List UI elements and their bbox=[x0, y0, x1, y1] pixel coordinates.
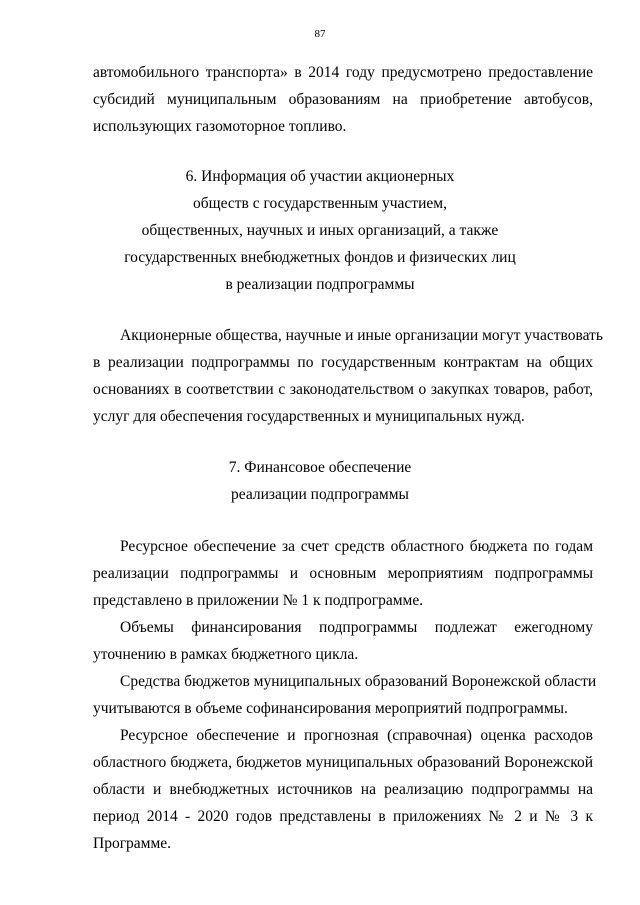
heading-line: государственных внебюджетных фондов и физических лиц bbox=[124, 249, 516, 266]
text-line: уточнению в рамках бюджетного цикла. bbox=[93, 646, 359, 663]
text-line: Программе. bbox=[93, 835, 172, 852]
heading-line: общественных, научных и иных организаций, а также bbox=[141, 222, 499, 239]
text-line: Акционерные общества, научные и иные организации могут участвовать bbox=[120, 327, 603, 344]
text-line: учитываются в объеме софинансирования мероприятий подпрограммы. bbox=[93, 700, 568, 717]
text-line: в реализации подпрограммы по государственным контрактам на общих bbox=[93, 354, 593, 371]
text-line: период 2014 - 2020 годов представлены в приложениях № 2 и № 3 к bbox=[93, 808, 593, 825]
text-line: областного бюджета, бюджетов муниципальных образований Воронежской bbox=[93, 754, 593, 771]
text-line: Ресурсное обеспечение и прогнозная (справочная) оценка расходов bbox=[120, 727, 593, 744]
text-line: Средства бюджетов муниципальных образований Воронежской области bbox=[120, 673, 597, 690]
text-line: использующих газомоторное топливо. bbox=[93, 118, 347, 135]
text-line: основаниях в соответствии с законодательством о закупках товаров, работ, bbox=[93, 381, 593, 398]
text-line: реализации подпрограммы и основным мероприятиям подпрограммы bbox=[93, 565, 593, 582]
page-number: 87 bbox=[314, 28, 326, 40]
text-line: Объемы финансирования подпрограммы подлежат ежегодному bbox=[120, 619, 593, 636]
heading-line: 7. Финансовое обеспечение bbox=[228, 459, 412, 476]
heading-line: реализации подпрограммы bbox=[231, 486, 409, 503]
text-line: автомобильного транспорта» в 2014 году предусмотрено предоставление bbox=[93, 64, 593, 81]
text-line: субсидий муниципальным образованиям на приобретение автобусов, bbox=[93, 91, 593, 108]
text-line: области и внебюджетных источников на реализацию подпрограммы на bbox=[93, 781, 593, 798]
text-line: представлено в приложении № 1 к подпрограмме. bbox=[93, 592, 424, 609]
text-line: услуг для обеспечения государственных и муниципальных нужд. bbox=[93, 408, 525, 425]
heading-line: 6. Информация об участии акционерных bbox=[185, 168, 455, 185]
text-line: Ресурсное обеспечение за счет средств областного бюджета по годам bbox=[120, 538, 593, 555]
heading-line: обществ с государственным участием, bbox=[193, 195, 447, 212]
heading-line: в реализации подпрограммы bbox=[225, 276, 415, 293]
